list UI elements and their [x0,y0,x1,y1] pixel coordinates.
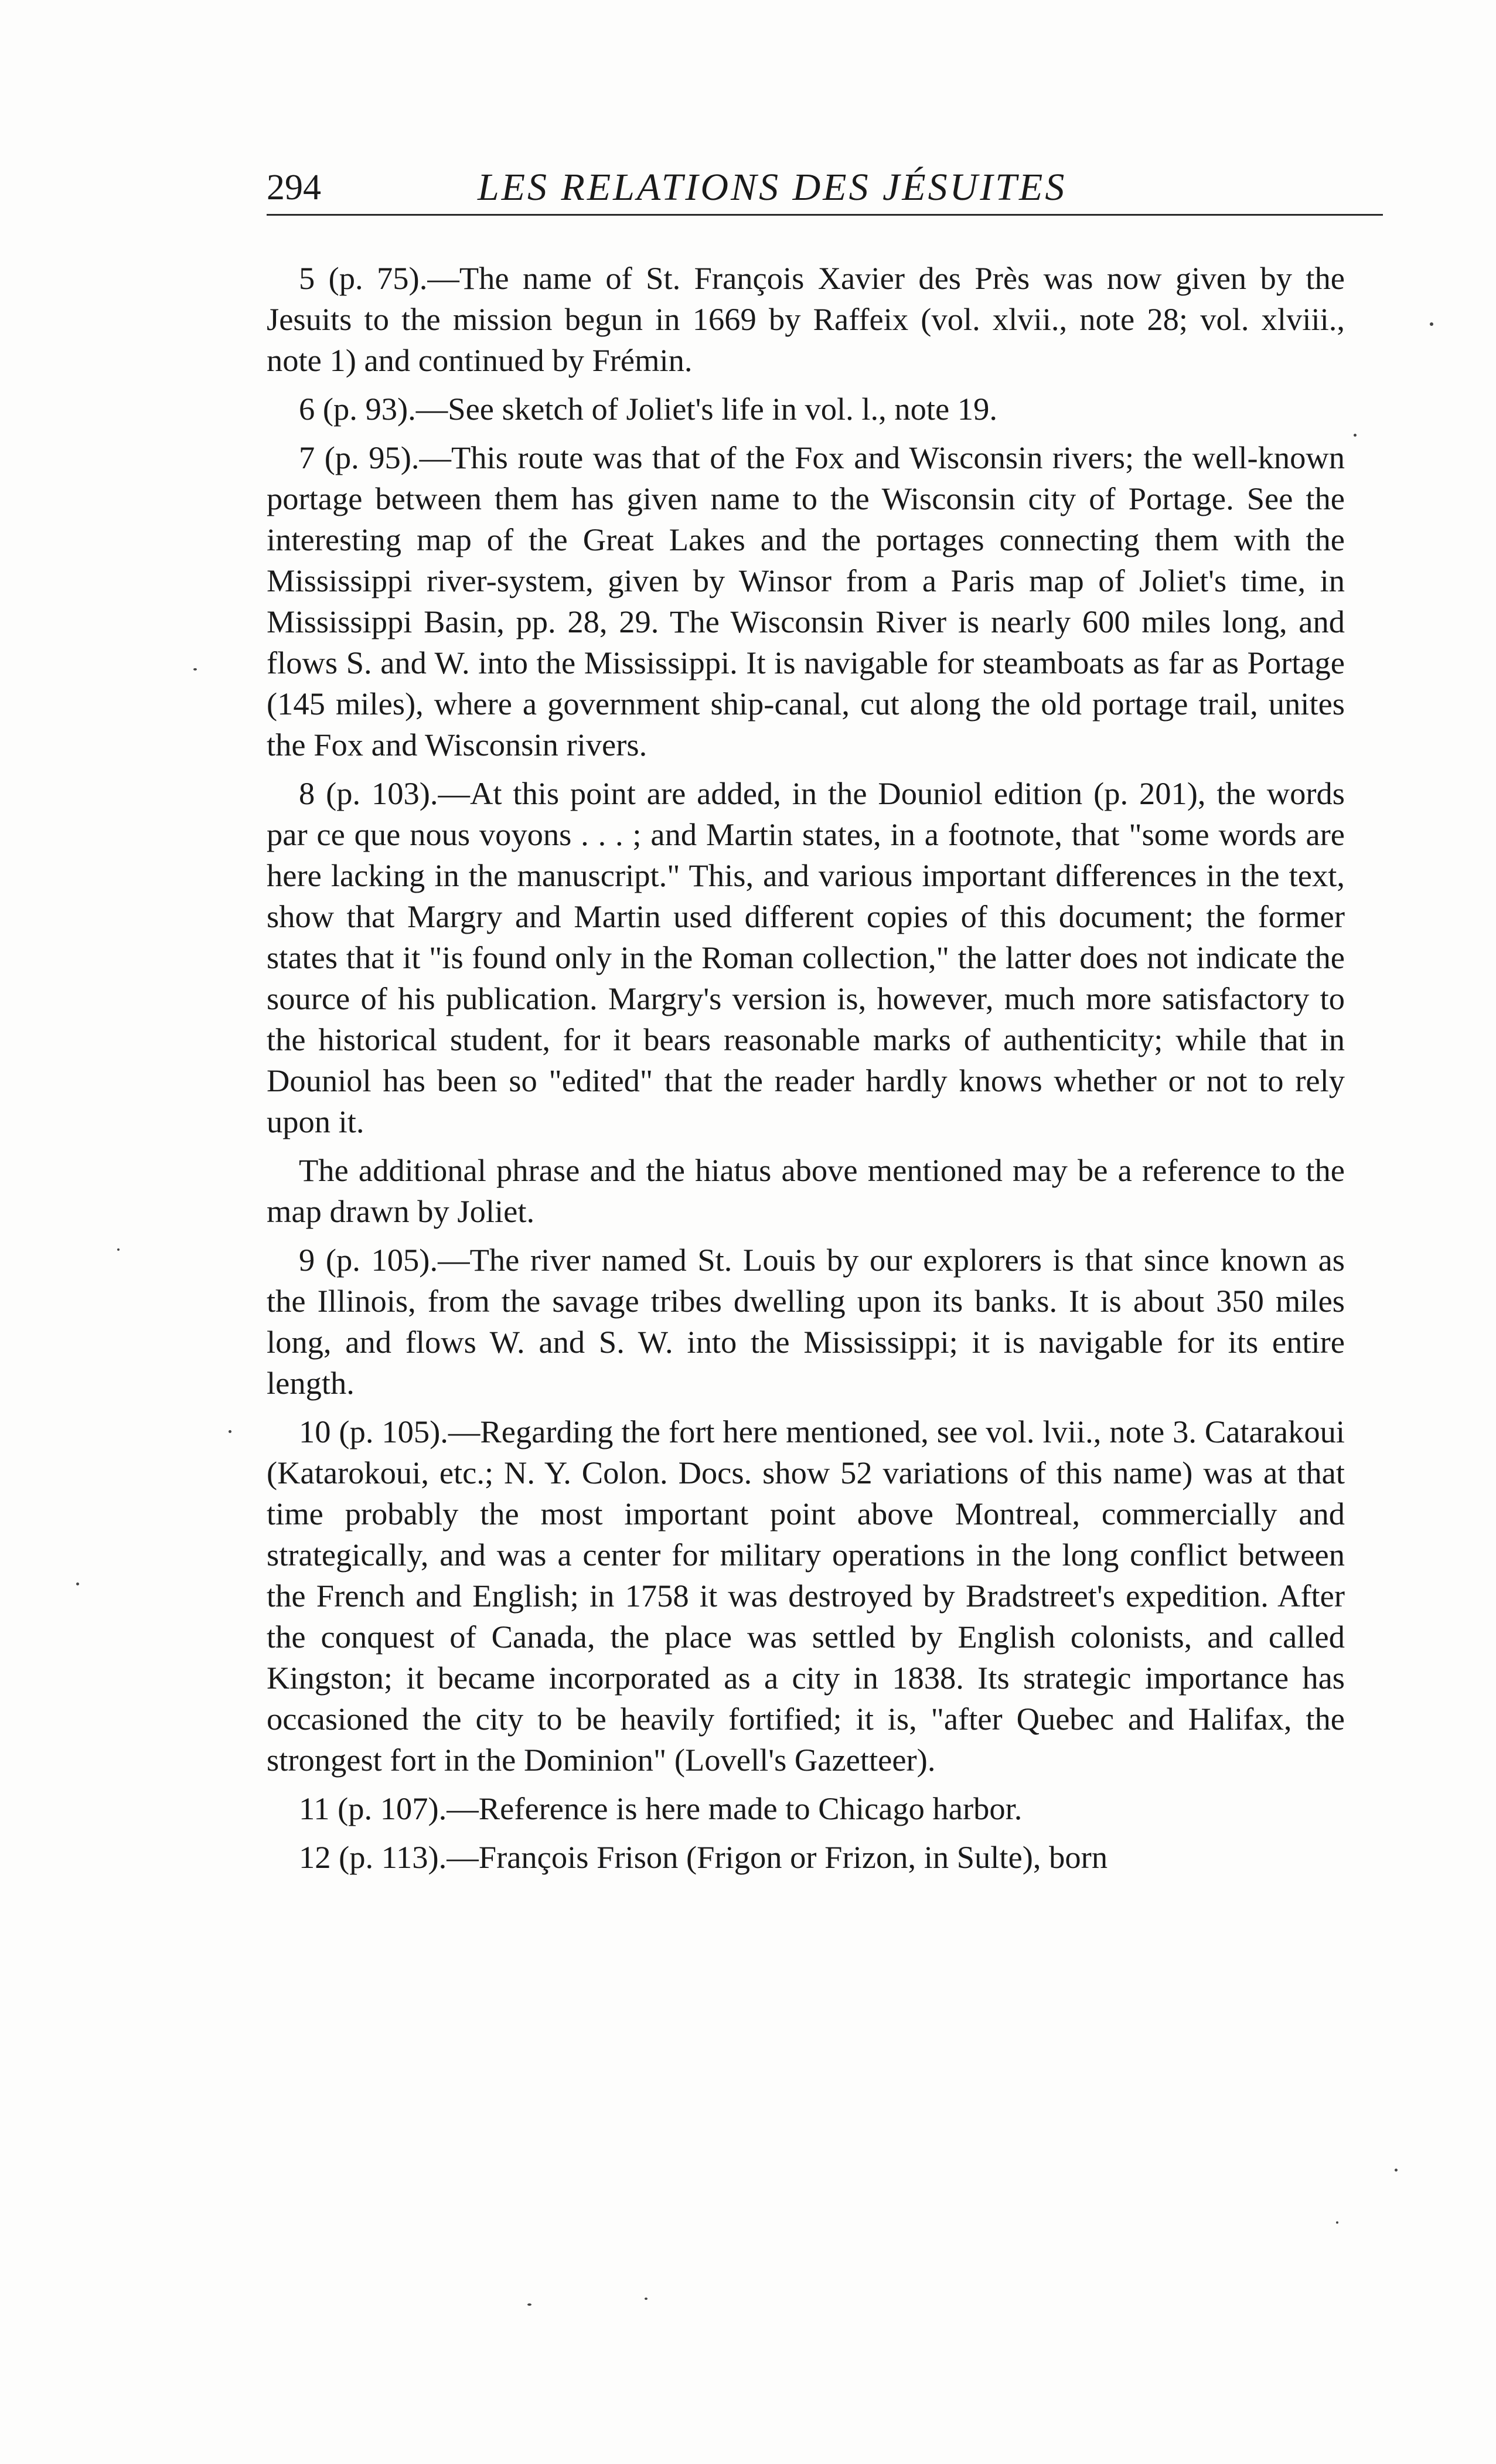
scan-speck [527,2303,531,2306]
note-7: 7 (p. 95).—This route was that of the Fox and Wisconsin rivers; the well-known portage between them has given name to the Wisconsin city of Portage. See the interesting map of the Great Lakes and the portages connecting them with the Mississippi river-system, given by Winsor from a Paris map of Joliet's time, in Mississippi Basin, pp. 28, 29. The Wisconsin River is nearly 600 miles long, and flows S. and W. into the Mississippi. It is navigable for steamboats as far as Portage (145 miles), where a government ship-canal, cut along the old portage trail, unites the Fox and Wisconsin rivers. [267,440,1345,763]
scan-speck [117,1248,120,1251]
page-number: 294 [267,168,321,207]
note-11: 11 (p. 107).—Reference is here made to Chicago harbor. [299,1791,1023,1826]
scan-speck [229,1430,231,1433]
note-6: 6 (p. 93).—See sketch of Joliet's life in vol. l., note 19. [299,391,997,427]
scan-speck [1395,2169,1398,2172]
note-8-continuation: The additional phrase and the hiatus above mentioned may be a reference to the map drawn by Joliet. [267,1152,1345,1229]
running-title: LES RELATIONS DES JÉSUITES [478,166,1067,209]
note-5: 5 (p. 75).—The name of St. François Xavier des Près was now given by the Jesuits to the mission begun in 1669 by Raffeix (vol. xlvii., note 28; vol. xlviii., note 1) and continued by Frémin. [267,260,1345,378]
scan-speck [645,2298,648,2300]
note-10: 10 (p. 105).—Regarding the fort here mentioned, see vol. lvii., note 3. Catarakoui (Katarokoui, etc.; N. Y. Colon. Docs. show 52 variations of this name) was at that time probably the most important point above Montreal, commercially and strategically, and was a center for military operations in the long conflict between the French and English; in 1758 it was destroyed by Bradstreet's expedition. After the conquest of Canada, the place was settled by English colonists, and called Kingston; it became incorporated as a city in 1838. Its strategic importance has occasioned the city to be heavily fortified; it is, "after Quebec and Halifax, the strongest fort in the Dominion" (Lovell's Gazetteer). [267,1414,1345,1778]
running-head [267,161,1383,216]
scan-speck [193,668,197,671]
scan-speck [1430,322,1433,326]
scan-speck [1354,434,1357,437]
scan-speck [1336,2221,1338,2224]
notes-section [267,258,1345,1886]
note-12: 12 (p. 113).—François Frison (Frigon or Frizon, in Sulte), born [299,1839,1108,1875]
note-8: 8 (p. 103).—At this point are added, in the Douniol edition (p. 201), the words par ce que nous voyons . . . ; and Martin states, in a footnote, that "some words are here lacking in the manuscript." This, and various important differences in the text, show that Margry and Martin used different copies of this document; the former states that it "is found only in the Roman collection," the latter does not indicate the source of his publication. Margry's version is, however, much more satisfactory to the historical student, for it bears reasonable marks of authenticity; while that in Douniol has been so "edited" that the reader hardly knows whether or not to rely upon it. [267,775,1345,1139]
scan-speck [76,1582,79,1585]
note-9: 9 (p. 105).—The river named St. Louis by our explorers is that since known as the Illinois, from the savage tribes dwelling upon its banks. It is about 350 miles long, and flows W. and S. W. into the Mississippi; it is navigable for its entire length. [267,1242,1345,1401]
